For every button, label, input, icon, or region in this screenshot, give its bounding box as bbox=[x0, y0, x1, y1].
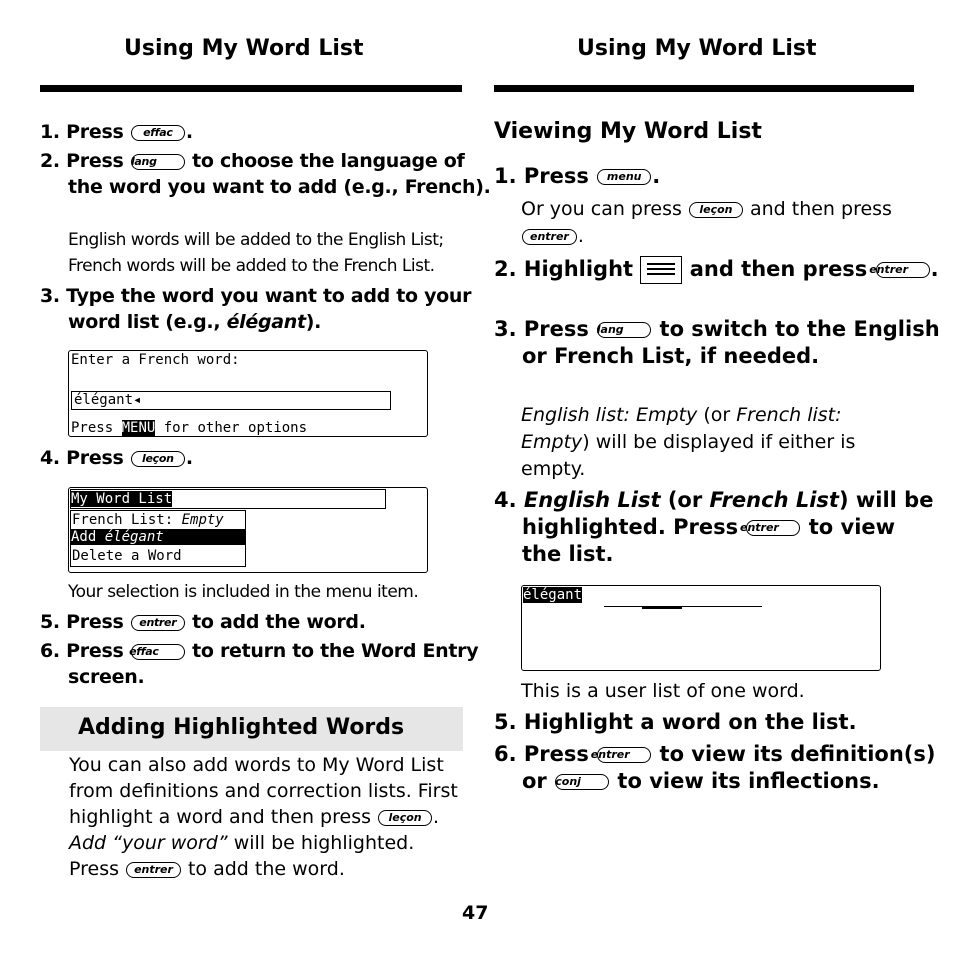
adding-highlighted-paragraph: You can also add words to My Word List from definitions and correction lists. First highlight a word and then press leçon . Add “your word” will be highlighted. Press entrer to add the word. bbox=[69, 754, 458, 880]
effac-key-icon: effac bbox=[131, 125, 185, 141]
lecon-key-icon: leçon bbox=[131, 451, 185, 467]
lecon-key-icon: leçon bbox=[378, 810, 432, 826]
device-screen-user-list bbox=[521, 585, 881, 671]
section-title-viewing-my-word-list: Viewing My Word List bbox=[494, 119, 762, 144]
lang-key-icon: lang bbox=[131, 154, 185, 170]
left-step-2-note: English words will be added to the English List; French words will be added to the French List. bbox=[68, 230, 444, 276]
page-number: 47 bbox=[462, 902, 489, 924]
entrer-key-icon: entrer bbox=[746, 520, 800, 536]
menu-item-french-list: French List: Empty bbox=[72, 512, 224, 528]
left-step-1: 1. Press effac . bbox=[40, 121, 193, 143]
left-page-title: Using My Word List bbox=[124, 36, 364, 61]
right-step-2: 2. Highlight and then press entrer . bbox=[494, 256, 940, 284]
menu-item-delete-word: Delete a Word bbox=[72, 548, 182, 564]
lecon-key-icon: leçon bbox=[689, 202, 743, 218]
right-step-6: 6. Press entrer to view its definition(s) or conj to view its inflections. bbox=[494, 742, 936, 793]
screen-prompt: Enter a French word: bbox=[71, 352, 240, 368]
entrer-key-icon: entrer bbox=[126, 862, 181, 878]
right-step-5: 5. Highlight a word on the list. bbox=[494, 710, 857, 734]
entrer-key-icon: entrer bbox=[131, 615, 185, 631]
right-step-1: 1. Press menu . bbox=[494, 164, 661, 188]
menu-title-bar: My Word List bbox=[70, 489, 386, 509]
menu-key-icon: MENU bbox=[121, 420, 156, 436]
left-step-5: 5. Press entrer to add the word. bbox=[40, 611, 366, 633]
list-separator-line bbox=[604, 606, 762, 607]
device-screen-word-list-menu bbox=[68, 487, 428, 573]
list-word-highlighted: élégant bbox=[523, 587, 583, 603]
right-screen-caption: This is a user list of one word. bbox=[521, 680, 805, 702]
left-step-3: 3. Type the word you want to add to your word list (e.g., élégant). bbox=[40, 285, 472, 333]
left-step-2: 2. Press lang to choose the language of the word you want to add (e.g., French). bbox=[40, 150, 491, 198]
screen-hint: Press MENU for other options bbox=[71, 420, 308, 436]
lang-key-icon: lang bbox=[597, 322, 651, 338]
word-list-icon bbox=[640, 256, 682, 284]
left-screen-caption: Your selection is included in the menu item. bbox=[68, 582, 419, 602]
device-screen-enter-word bbox=[68, 350, 428, 437]
conj-key-icon: conj bbox=[555, 774, 609, 790]
menu-item-add-word: Add élégant bbox=[71, 529, 245, 545]
effac-key-icon: effac bbox=[131, 644, 185, 660]
right-step-1-sub: Or you can press leçon and then press entrer . bbox=[521, 198, 892, 247]
entrer-key-icon: entrer bbox=[597, 747, 651, 763]
right-step-3-note: English list: Empty (or French list: Empty) will be displayed if either is empty. bbox=[521, 404, 856, 480]
word-input-field: élégant◂ bbox=[71, 391, 391, 410]
right-header-rule bbox=[494, 85, 914, 92]
word-list-menu bbox=[70, 510, 246, 567]
section-header-band bbox=[40, 707, 463, 751]
right-step-3: 3. Press lang to switch to the English or French List, if needed. bbox=[494, 317, 940, 368]
entrer-key-icon: entrer bbox=[522, 229, 577, 245]
left-header-rule bbox=[40, 85, 462, 92]
right-page-title: Using My Word List bbox=[577, 36, 817, 61]
section-title-adding-highlighted-words: Adding Highlighted Words bbox=[78, 715, 405, 740]
entrer-key-icon: entrer bbox=[876, 262, 930, 278]
right-step-4: 4. English List (or French List) will be highlighted. Press entrer to view the list. bbox=[494, 488, 934, 566]
list-scroll-indicator bbox=[642, 607, 682, 609]
left-step-4: 4. Press leçon . bbox=[40, 447, 193, 469]
menu-key-icon: menu bbox=[597, 169, 651, 185]
left-step-6: 6. Press effac to return to the Word Entry screen. bbox=[40, 640, 479, 688]
